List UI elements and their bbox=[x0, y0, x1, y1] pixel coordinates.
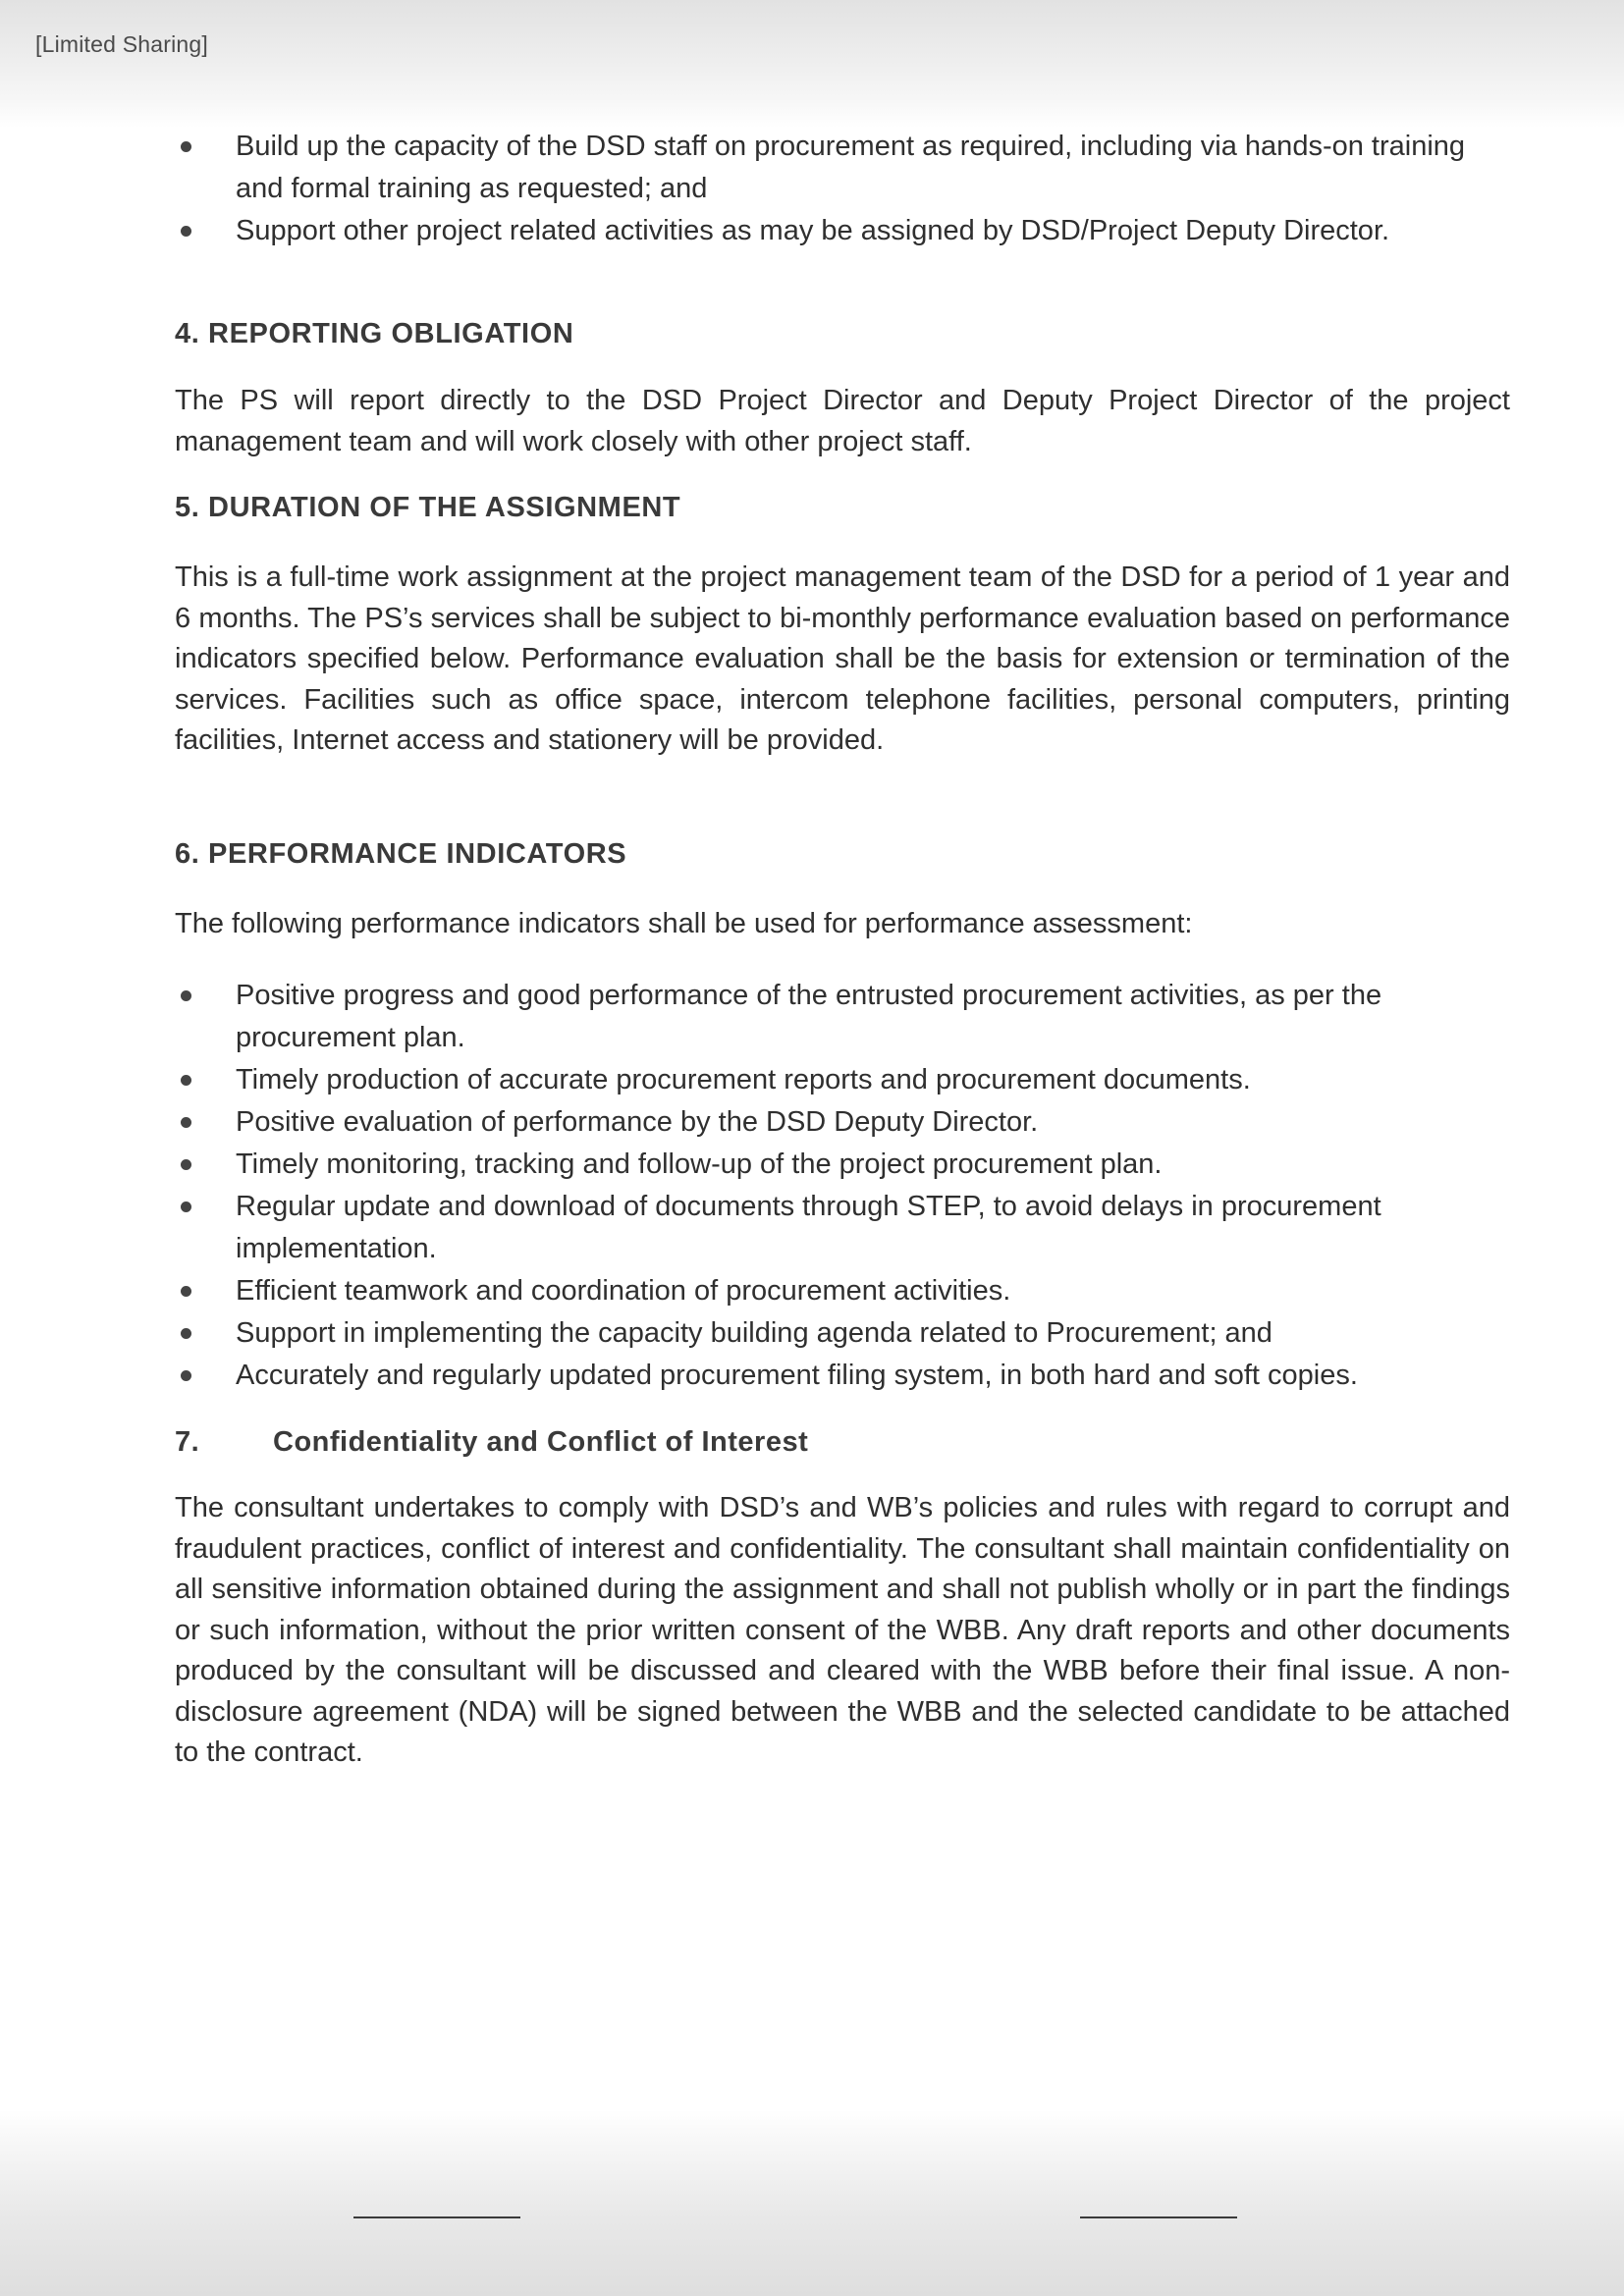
section-5-body: This is a full-time work assignment at the project management team of the DSD for a period of 1 year and 6 months. The PS’s services shall be subject to bi-monthly performance evaluation based on performance indicators specified below. Performance evaluation shall be the basis for extension or termination of the services. Facilities such as office space, intercom telephone facilities, personal computers, printing facilities, Internet access and stationery will be provided. bbox=[175, 561, 1510, 756]
section-7-body: The consultant undertakes to comply with DSD’s and WB’s policies and rules with regard to corrupt and fraudulent practices, conflict of interest and confidentiality. The consultant shall maintain confidentiality on all sensitive information obtained during the assignment and shall not publish wholly or in part the findings or such information, without the prior written consent of the WBB. Any draft reports and other documents produced by the consultant will be discussed and cleared with the WBB before their final issue. A non-disclosure agreement (NDA) will be signed between the WBB and the selected candidate to be attached to the contract. bbox=[175, 1492, 1510, 1768]
section-7-number: 7. bbox=[175, 1426, 200, 1458]
footer-rule-left bbox=[353, 2216, 520, 2218]
footer-rule-right bbox=[1080, 2216, 1237, 2218]
section-4-heading: 4. REPORTING OBLIGATION bbox=[175, 318, 574, 349]
list-item: Support in implementing the capacity building agenda related to Procurement; and bbox=[175, 1312, 1510, 1355]
list-item: Build up the capacity of the DSD staff on procurement as required, including via hands-on training and formal training as requested; and bbox=[175, 126, 1510, 210]
section-7-title: Confidentiality and Conflict of Interest bbox=[273, 1426, 809, 1458]
list-item: Regular update and download of documents through STEP, to avoid delays in procurement implementation. bbox=[175, 1186, 1510, 1270]
list-item: Timely production of accurate procurement reports and procurement documents. bbox=[175, 1059, 1510, 1101]
list-item: Positive evaluation of performance by the DSD Deputy Director. bbox=[175, 1101, 1510, 1144]
section-7-heading bbox=[175, 1426, 1510, 1459]
section-6-intro: The following performance indicators shall be used for performance assessment: bbox=[175, 907, 1193, 939]
section-5-heading: 5. DURATION OF THE ASSIGNMENT bbox=[175, 492, 681, 523]
document-body bbox=[175, 126, 1510, 1774]
intro-bullet-list bbox=[175, 126, 1510, 252]
performance-indicator-list bbox=[175, 975, 1510, 1397]
list-item: Positive progress and good performance of the entrusted procurement activities, as per the procurement plan. bbox=[175, 975, 1510, 1059]
section-4-body: The PS will report directly to the DSD Project Director and Deputy Project Director of the project management team and will work closely with other project staff. bbox=[175, 385, 1510, 457]
list-item: Timely monitoring, tracking and follow-up of the project procurement plan. bbox=[175, 1144, 1510, 1186]
list-item: Efficient teamwork and coordination of procurement activities. bbox=[175, 1270, 1510, 1312]
section-6-heading: 6. PERFORMANCE INDICATORS bbox=[175, 837, 627, 870]
scan-shading-top bbox=[0, 0, 1624, 128]
scan-shading-bottom bbox=[0, 2110, 1624, 2296]
list-item: Support other project related activities as may be assigned by DSD/Project Deputy Director. bbox=[175, 210, 1510, 252]
list-item: Accurately and regularly updated procurement filing system, in both hard and soft copies. bbox=[175, 1355, 1510, 1397]
classification-label: [Limited Sharing] bbox=[35, 31, 208, 57]
